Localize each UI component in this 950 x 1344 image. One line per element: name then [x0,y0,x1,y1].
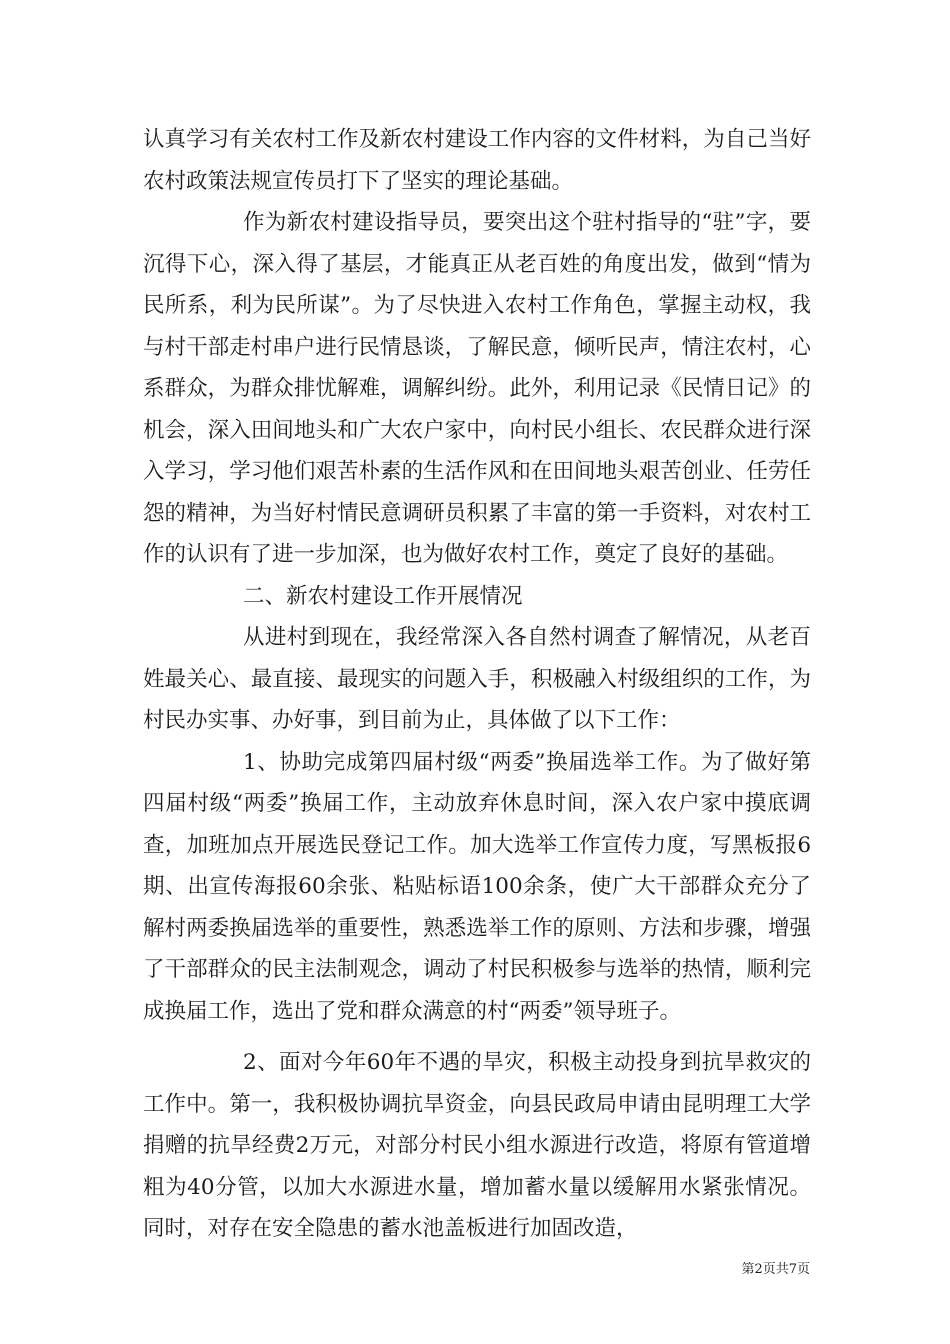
paragraph-item-1: 1、协助完成第四届村级“两委”换届选举工作。为了做好第四届村级“两委”换届工作，主动放弃休息时间，深入农户家中摸底调查，加班加点开展选民登记工作。加大选举工作宣传力度，写黑板报6期、出宣传海报60余张、粘贴标语100余条，使广大干部群众充分了解村两委换届选举的重要性，熟悉选举工作的原则、方法和步骤，增强了干部群众的民主法制观念，调动了村民积极参与选举的热情，顺利完成换届工作，选出了党和群众满意的村“两委”领导班子。 [143,749,811,1024]
document-body [143,119,811,1250]
paragraph-work-overview: 从进村到现在，我经常深入各自然村调查了解情况，从老百姓最关心、最直接、最现实的问题入手，积极融入村级组织的工作，为村民办实事、办好事，到目前为止，具体做了以下工作： [143,625,811,733]
paragraph-continued: 认真学习有关农村工作及新农村建设工作内容的文件材料，为自己当好农村政策法规宣传员打下了坚实的理论基础。 [143,127,811,194]
page-footer [640,1262,810,1278]
paragraph-guide-role: 作为新农村建设指导员，要突出这个驻村指导的“驻”字，要沉得下心，深入得了基层，才能真正从老百姓的角度出发，做到“情为民所系，利为民所谋”。为了尽快进入农村工作角色，掌握主动权，我与村干部走村串户进行民情恳谈，了解民意，倾听民声，情注农村，心系群众，为群众排忧解难，调解纠纷。此外，利用记录《民情日记》的机会，深入田间地头和广大农户家中，向村民小组长、农民群众进行深入学习，学习他们艰苦朴素的生活作风和在田间地头艰苦创业、任劳任怨的精神，为当好村情民意调研员积累了丰富的第一手资料，对农村工作的认识有了进一步加深，也为做好农村工作，奠定了良好的基础。 [143,210,811,567]
page-number-label: 第2页共7页 [741,1262,810,1277]
section-heading: 二、新农村建设工作开展情况 [243,583,523,609]
paragraph-item-2: 2、面对今年60年不遇的旱灾，积极主动投身到抗旱救灾的工作中。第一，我积极协调抗旱资金，向县民政局申请由昆明理工大学捐赠的抗旱经费2万元，对部分村民小组水源进行改造，将原有管道增粗为40分管，以加大水源进水量，增加蓄水量以缓解用水紧张情况。同时，对存在安全隐患的蓄水池盖板进行加固改造， [143,1050,811,1241]
